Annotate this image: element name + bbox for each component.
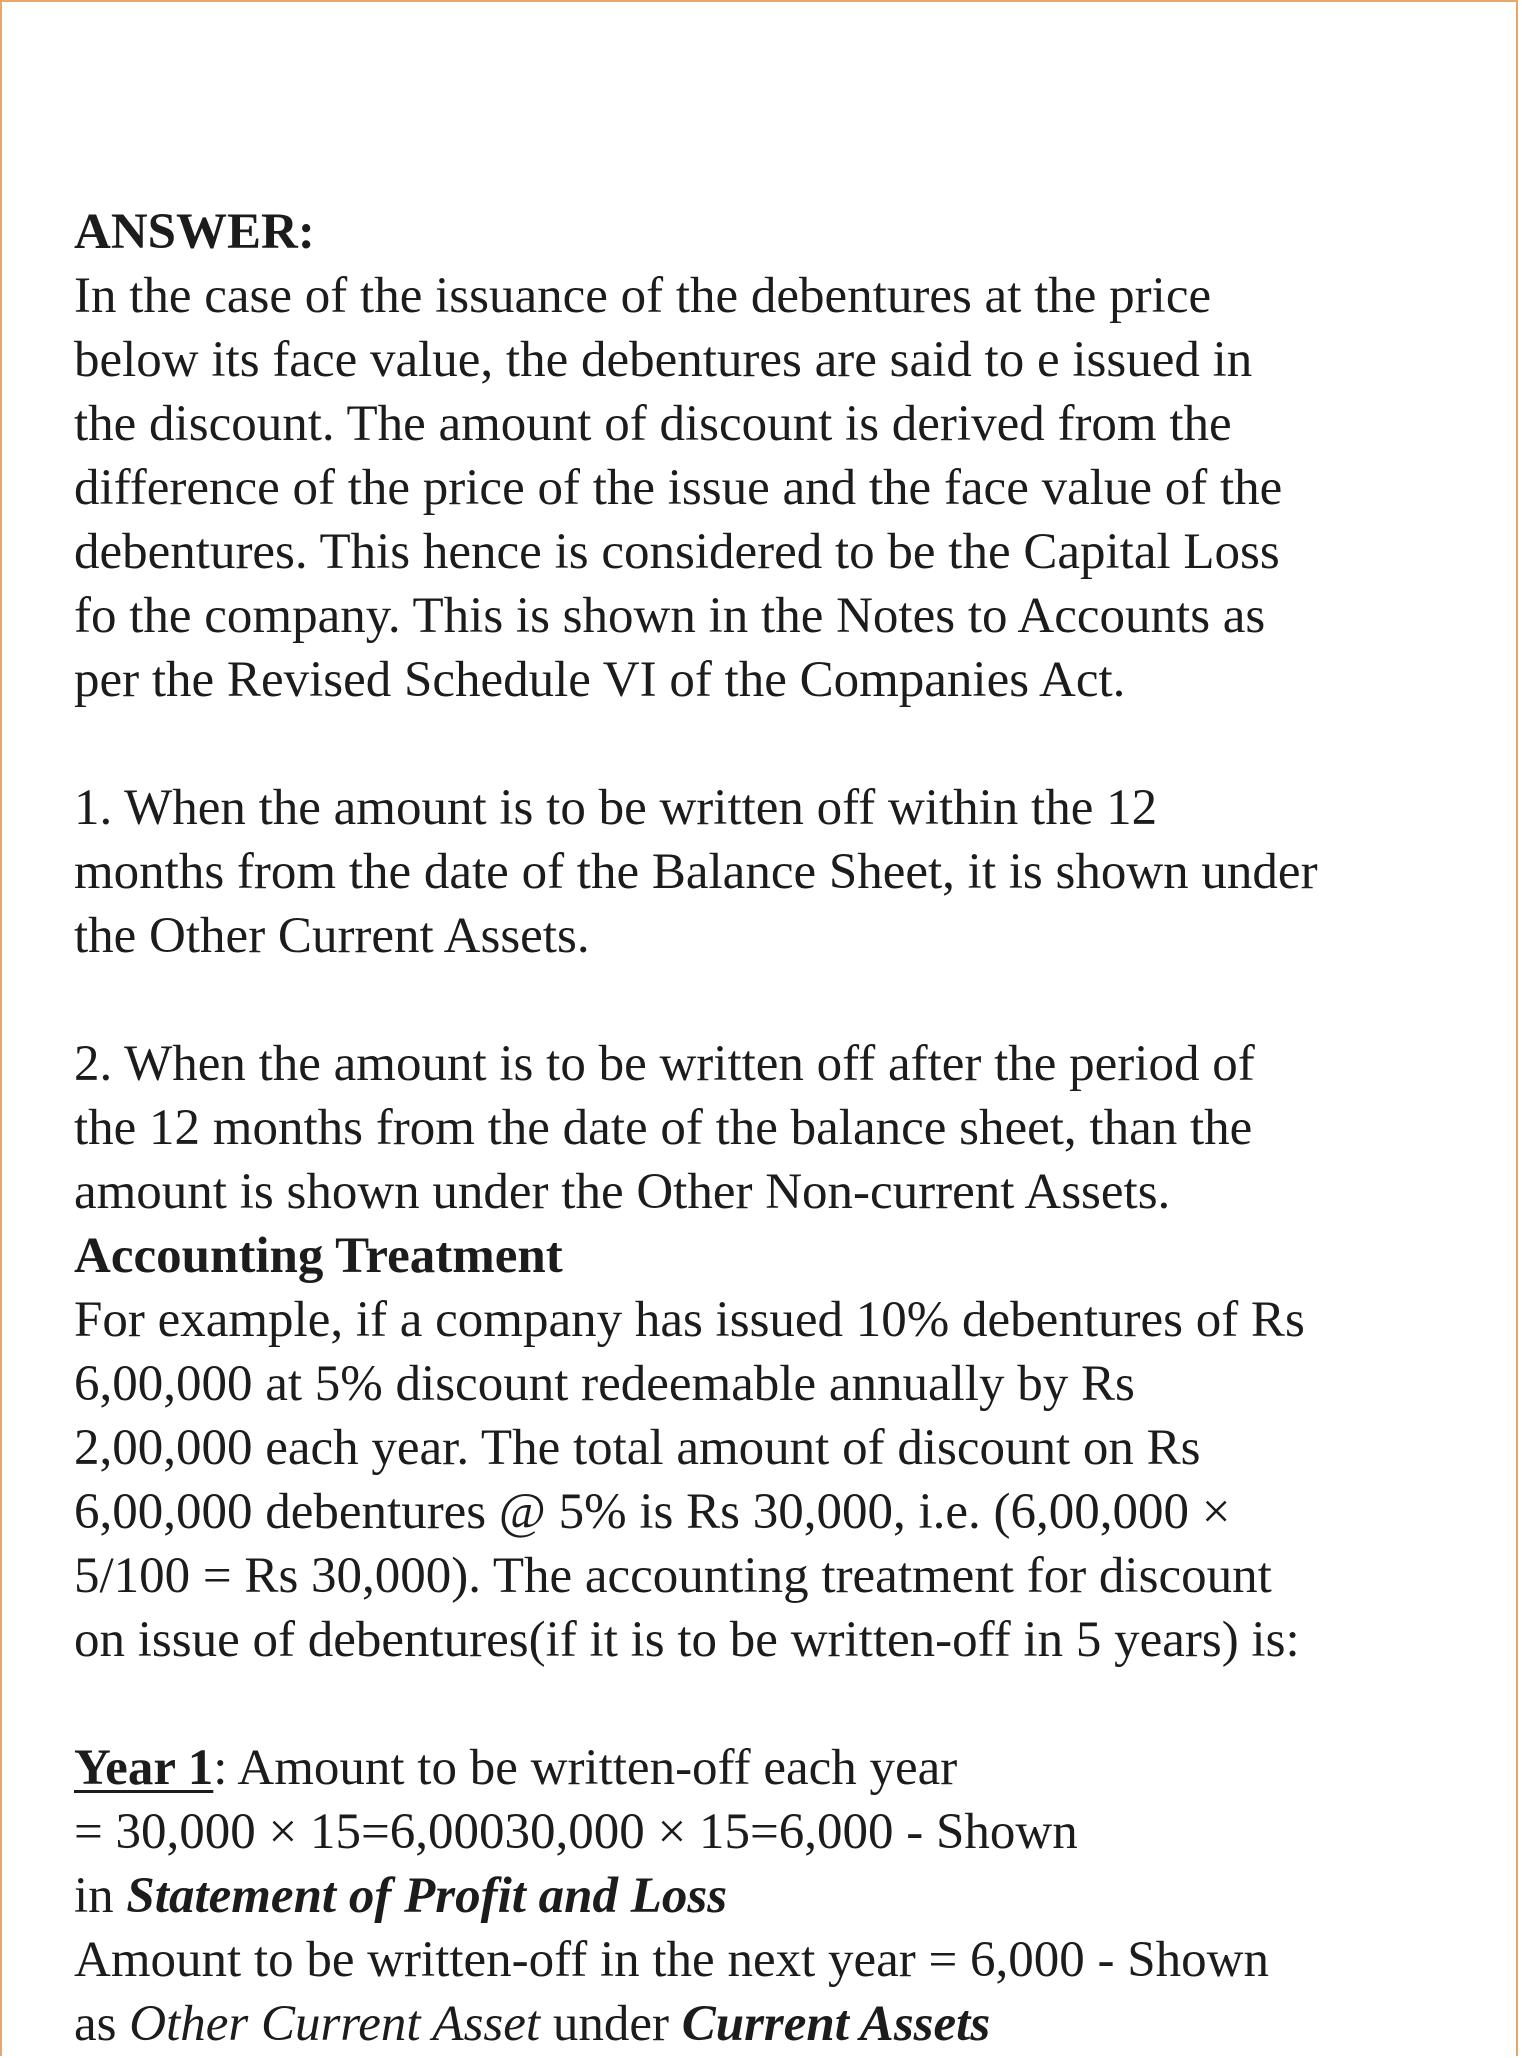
example-line: 6,00,000 at 5% discount redeemable annually by Rs (74, 1356, 1135, 1412)
statement-pl-emphasis: Statement of Profit and Loss (126, 1868, 728, 1924)
year-1-line-2: = 30,000 × 15=6,00030,000 × 15=6,000 - Shown (74, 1804, 1078, 1860)
paragraph-gap (74, 1672, 1474, 1736)
point-2-line: amount is shown under the Other Non-current Assets. (74, 1164, 1171, 1220)
point-2-line: the 12 months from the date of the balance sheet, than the (74, 1100, 1253, 1156)
intro-line: difference of the price of the issue and the face value of the (74, 460, 1283, 516)
point-1-line: the Other Current Assets. (74, 908, 590, 964)
accounting-heading: Accounting Treatment (74, 1228, 563, 1284)
year-1-line-1 (74, 1736, 1474, 1800)
intro-line: fo the company. This is shown in the Notes to Accounts as (74, 588, 1266, 644)
year-1-line-4: Amount to be written-off in the next year = 6,000 - Shown (74, 1932, 1269, 1988)
year-1-section (74, 1736, 1474, 2056)
year-1-line-5-prefix: as (74, 1996, 130, 2052)
year-1-line-3 (74, 1864, 1474, 1928)
answer-heading: ANSWER: (74, 204, 315, 260)
document-content (74, 200, 1474, 2056)
point-2-line: 2. When the amount is to be written off after the period of (74, 1036, 1255, 1092)
year-1-line-5-mid: under (540, 1996, 682, 2052)
accounting-section (74, 1224, 1474, 1672)
paragraph-gap (74, 968, 1474, 1032)
year-1-line-5 (74, 1992, 1474, 2056)
example-line: 5/100 = Rs 30,000). The accounting treatment for discount (74, 1548, 1272, 1604)
intro-line: below its face value, the debentures are said to e issued in (74, 332, 1253, 388)
year-1-label: Year 1 (74, 1740, 214, 1796)
paragraph-gap (74, 712, 1474, 776)
current-assets-emphasis: Current Assets (681, 1996, 991, 2052)
point-1-line: 1. When the amount is to be written off within the 12 (74, 780, 1158, 836)
year-1-line-1-text: : Amount to be written-off each year (213, 1740, 958, 1796)
point-2 (74, 1032, 1474, 1224)
point-1 (74, 776, 1474, 968)
answer-section (74, 200, 1474, 712)
other-current-asset-emphasis: Other Current Asset (129, 1996, 541, 2052)
example-line: 6,00,000 debentures @ 5% is Rs 30,000, i.e. (6,00,000 × (74, 1484, 1231, 1540)
intro-line: In the case of the issuance of the debentures at the price (74, 268, 1212, 324)
intro-line: the discount. The amount of discount is derived from the (74, 396, 1232, 452)
intro-line: per the Revised Schedule VI of the Companies Act. (74, 652, 1126, 708)
example-line: 2,00,000 each year. The total amount of discount on Rs (74, 1420, 1201, 1476)
point-1-line: months from the date of the Balance Sheet, it is shown under (74, 844, 1318, 900)
example-line: For example, if a company has issued 10% debentures of Rs (74, 1292, 1305, 1348)
intro-line: debentures. This hence is considered to be the Capital Loss (74, 524, 1280, 580)
year-1-line-3-prefix: in (74, 1868, 127, 1924)
example-line: on issue of debentures(if it is to be written-off in 5 years) is: (74, 1612, 1300, 1668)
